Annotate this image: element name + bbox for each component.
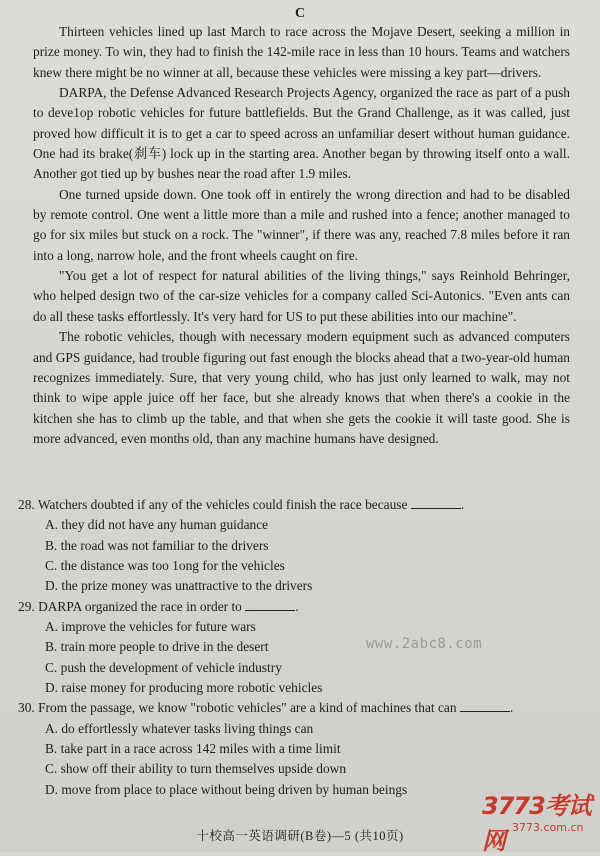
option-d: D. raise money for producing more robotic vehicles [45, 680, 323, 696]
option-c: C. push the development of vehicle industry [45, 659, 282, 675]
answer-blank [245, 598, 295, 611]
reading-passage [33, 22, 570, 449]
option-a: A. they did not have any human guidance [45, 517, 269, 533]
question-28: 28. Watchers doubted if any of the vehicles could finish the race because . A. they did not have any human guidance B. the road was not familiar to the drivers C. the distance was too 1ong for the vehicles D. the prize money was unattractive to the drivers [18, 495, 578, 597]
question-stem: 28. Watchers doubted if any of the vehicles could finish the race because [18, 497, 408, 512]
question-stem: 29. DARPA organized the race in order to [18, 598, 242, 614]
watermark-site: www.2abc8.com [366, 636, 483, 652]
passage-paragraph: One turned upside down. One took off in entirely the wrong direction and had to be disabled by remote control. One went a little more than a mile and rushed into a fence; another managed to go for six miles but stuck on a rock. The "winner", if there was any, reached 7.8 miles before it ran into a long, narrow hole, and the front wheels caught on fire. [33, 186, 570, 263]
watermark-logo: 3773考试网 [482, 792, 591, 855]
option-a: A. do effortlessly whatever tasks living things can [45, 720, 314, 736]
option-c: C. show off their ability to turn themselves upside down [45, 761, 347, 777]
passage-paragraph: "You get a lot of respect for natural abilities of the living things," says Reinhold Behringer, who helped design two of the car-size vehicles for a company called Sci-Autonics. "Even ants can do all these tasks effortlessly. It's very hard for US to put these abilities into our machine". [33, 268, 570, 324]
answer-blank [411, 496, 461, 509]
question-30: 30. From the passage, we know "robotic vehicles" are a kind of machines that can . A. do effortlessly whatever tasks living things can B. take part in a race across 142 miles with a time limit C. show off their ability to turn themselves upside down D. move from place to place without being driven by human beings [18, 698, 578, 800]
passage-paragraph: The robotic vehicles, though with necessary modern equipment such as advanced computers and GPS guidance, had trouble figuring out fast enough the blocks ahead that a two-year-old human recognizes immediately. Sure, that very young child, who has just only learned to walk, may not think to wipe apple juice off her face, but she already knows that when there's a cookie in the kitchen she has to climb up the table, and that when she gets the cookie it will taste good. She is more advanced, even months old, than any machine humans have designed. [33, 329, 570, 446]
answer-blank [460, 699, 510, 712]
section-letter: C [294, 6, 306, 21]
option-d: D. move from place to place without being driven by human beings [45, 781, 408, 797]
watermark-url: 3773.com.cn [512, 821, 584, 834]
option-b: B. take part in a race across 142 miles with a time limit [45, 741, 341, 757]
option-b: B. the road was not familiar to the drivers [45, 537, 269, 553]
question-list [18, 495, 578, 800]
passage-paragraph: Thirteen vehicles lined up last March to race across the Mojave Desert, seeking a million in prize money. To win, they had to finish the 142-mile race in less than 10 hours. Teams and watchers knew there might be no winner at all, because these vehicles were missing a key part—drivers. [33, 24, 570, 80]
question-stem: 30. From the passage, we know "robotic vehicles" are a kind of machines that can [18, 700, 457, 716]
option-a: A. improve the vehicles for future wars [45, 619, 256, 635]
question-29: 29. DARPA organized the race in order to . A. improve the vehicles for future wars B. train more people to drive in the desert C. push the development of vehicle industry D. raise money for producing more robotic vehicles [18, 597, 578, 699]
page-footer: 十校高一英语调研(B卷)—5 (共10页) [196, 829, 404, 843]
passage-paragraph: DARPA, the Defense Advanced Research Projects Agency, organized the race as part of a push to deve1op robotic vehicles for future battlefields. But the Grand Challenge, as it was called, just proved how difficult it is to get a car to speed across an unfamiliar desert without human guidance. One had its brake(刹车) lock up in the starting area. Another began by throwing itself onto a wall. Another got tied up by bushes near the road after 1.9 miles. [33, 85, 570, 182]
option-d: D. the prize money was unattractive to the drivers [45, 578, 313, 594]
option-b: B. train more people to drive in the desert [45, 639, 269, 655]
option-c: C. the distance was too 1ong for the vehicles [45, 558, 285, 574]
